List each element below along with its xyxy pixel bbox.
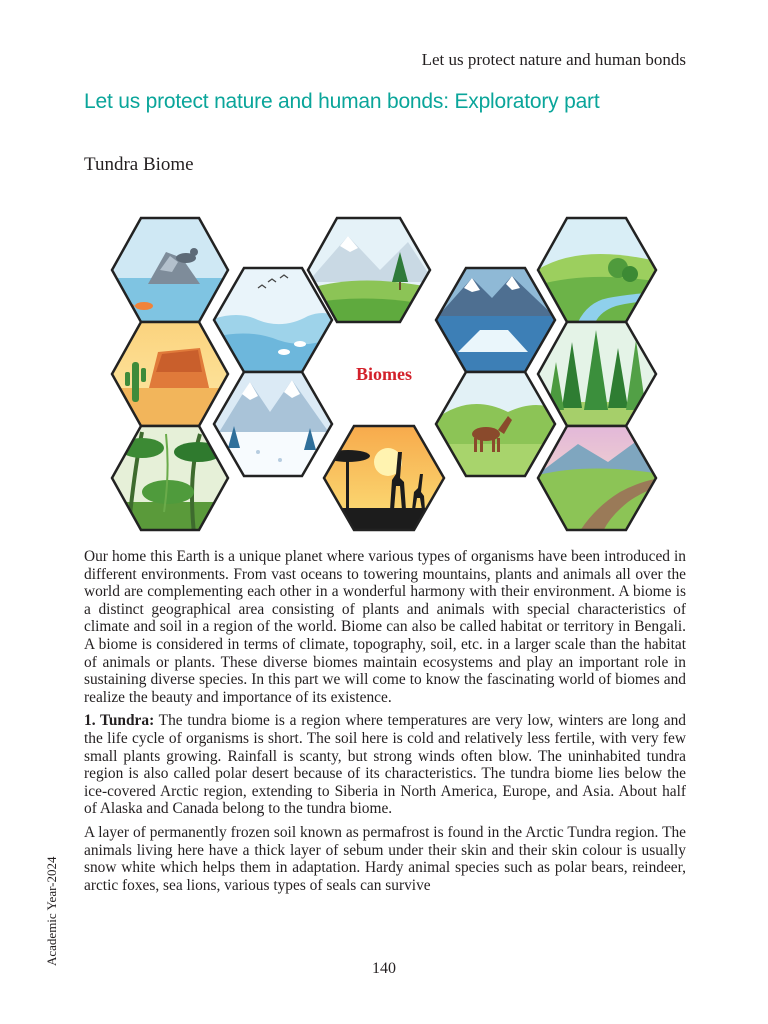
intro-paragraph: Our home this Earth is a unique planet where various types of organisms have been introduced in different environments. From vast oceans to towering mountains, plants and animals all over the world are complementing each other in a wonderful harmony with their environment. A biome is a distinct geographical area consisting of plants and animals with special characteristics of climate and soil in a region of the world. Biome can also be called habitat or territory in Bengali. A biome is considered in terms of climate, topography, soil, etc. in a larger scale than the habitat of animals or plants. These diverse biomes maintain ecosystems and play an important role in sustaining diverse species. In this part we will come to know the fascinating world of biomes and realize the beauty and importance of its existence. <box>84 548 686 706</box>
hex-arctic-seal <box>108 212 232 326</box>
biomes-figure <box>108 212 660 536</box>
academic-year-label: Academic Year-2024 <box>44 856 59 966</box>
hex-rainforest <box>108 422 232 534</box>
hex-river-valley <box>534 212 660 326</box>
hex-coniferous-forest <box>534 318 660 430</box>
hex-savanna <box>320 422 448 534</box>
page-number: 140 <box>372 960 396 977</box>
running-header: Let us protect nature and human bonds <box>421 50 686 69</box>
section-title: Tundra Biome <box>84 154 194 175</box>
chapter-title: Let us protect nature and human bonds: Exploratory part <box>84 90 600 113</box>
tundra-paragraph <box>84 712 686 818</box>
hex-river-road <box>534 422 660 534</box>
permafrost-paragraph: A layer of permanently frozen soil known as permafrost is found in the Arctic Tundra region. The animals living here have a thick layer of sebum under their skin and their skin colour is usually snow white which helps them in adaptation. Hardy animal species such as polar bears, reindeer, arctic foxes, sea lions, various types of seals can survive <box>84 823 686 894</box>
body-text <box>84 548 686 900</box>
tundra-body: The tundra biome is a region where temperatures are very low, winters are long and the life cycle of organisms is short. The soil here is cold and relatively less fertile, with very few small plants growing. Rainfall is scanty, but strong winds often blow. The uninhabited tundra region is also called polar desert because of its characteristics. The tundra biome lies below the ice-covered Arctic region, extending to Siberia in North America, Europe, and Asia. About half of Alaska and Canada belong to the tundra biome. <box>84 712 687 818</box>
hex-desert <box>108 318 232 430</box>
biomes-center-label: Biomes <box>356 364 412 384</box>
hex-snowy-tundra <box>210 368 336 480</box>
tundra-heading: 1. Tundra: <box>84 712 155 730</box>
hex-grassland-horse <box>432 368 560 480</box>
hex-glacier-lake <box>432 264 560 376</box>
